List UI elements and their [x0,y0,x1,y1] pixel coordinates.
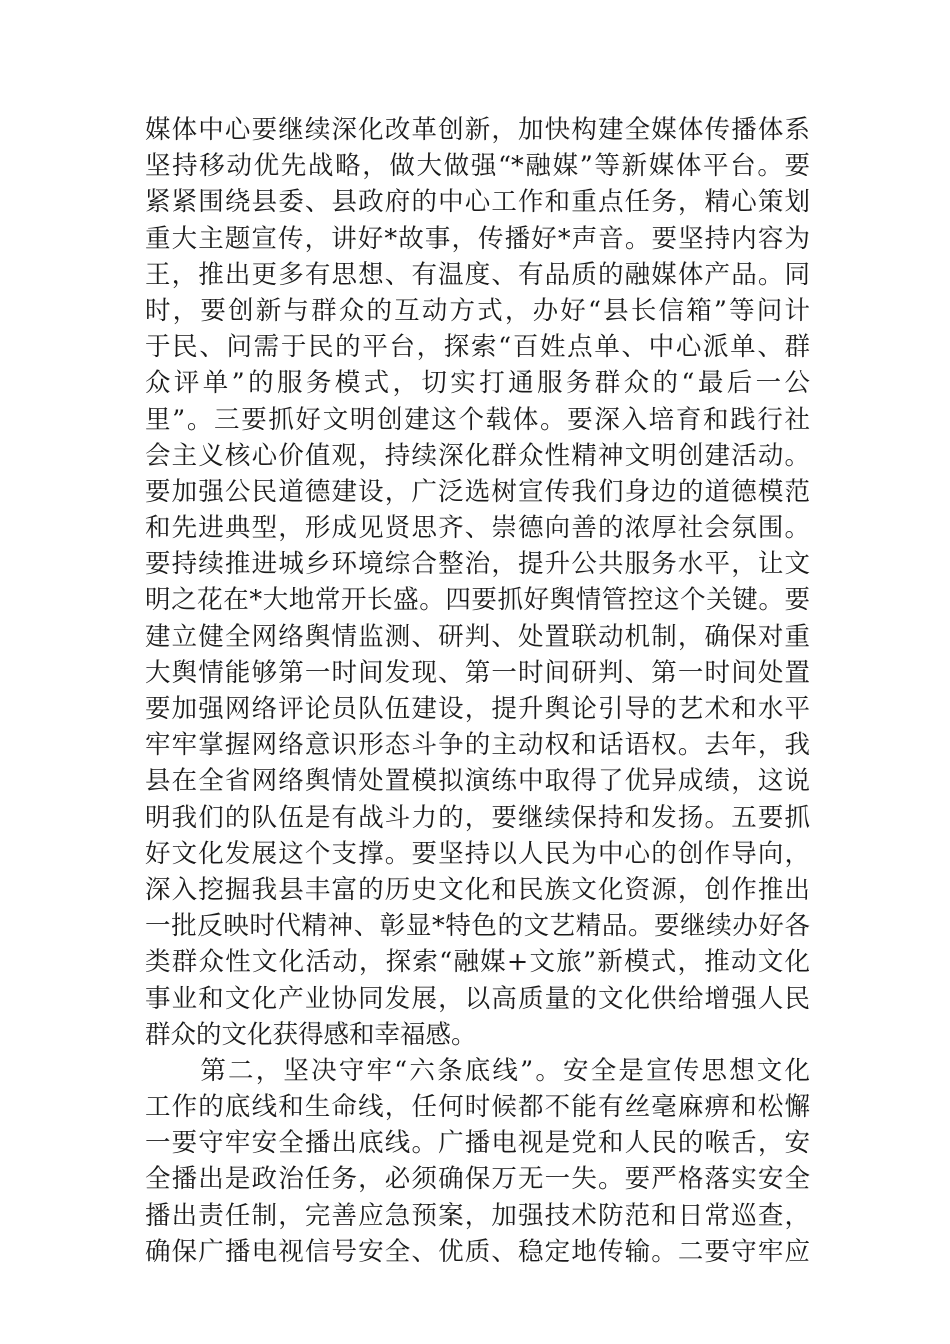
text-line: 媒体中心要继续深化改革创新，加快构建全媒体传播体系 [145,115,810,145]
text-line: 大舆情能够第一时间发现、第一时间研判、第一时间处置 [145,657,810,688]
text-line: 明我们的队伍是有战斗力的，要继续保持和发扬。五要抓 [145,802,810,833]
text-line: 明之花在*大地常开长盛。四要抓好舆情管控这个关键。要 [145,585,810,616]
text-line: 播出责任制，完善应急预案，加强技术防范和日常巡查， [145,1200,810,1231]
text-line: 坚持移动优先战略，做大做强“*融媒”等新媒体平台。要 [145,151,810,182]
text-line: 县在全省网络舆情处置模拟演练中取得了优异成绩，这说 [145,766,810,797]
text-line: 工作的底线和生命线，任何时候都不能有丝毫麻痹和松懈 [145,1092,810,1123]
paragraph-end-line: 群众的文化获得感和幸福感。 [145,1019,477,1050]
text-line: 全播出是政治任务，必须确保万无一失。要严格落实安全 [145,1164,810,1195]
text-line: 紧紧围绕县委、县政府的中心工作和重点任务，精心策划 [145,187,810,218]
text-line: 牢牢掌握网络意识形态斗争的主动权和话语权。去年，我 [145,730,810,761]
text-line: 重大主题宣传，讲好*故事，传播好*声音。要坚持内容为 [145,223,810,254]
text-line: 第二，坚决守牢“六条底线”。安全是宣传思想文化 [145,1055,810,1086]
text-line: 类群众性文化活动，探索“融媒+文旅”新模式，推动文化 [145,947,810,978]
text-line: 和先进典型，形成见贤思齐、崇德向善的浓厚社会氛围。 [145,513,810,544]
text-line: 确保广播电视信号安全、优质、稳定地传输。二要守牢应 [145,1236,810,1267]
text-line: 要加强公民道德建设，广泛选树宣传我们身边的道德模范 [145,476,810,507]
text-line: 里”。三要抓好文明创建这个载体。要深入培育和践行社 [145,404,810,435]
text-line: 会主义核心价值观，持续深化群众性精神文明创建活动。 [145,440,810,471]
body-text [145,112,810,1270]
text-line: 众评单”的服务模式，切实打通服务群众的“最后一公 [145,368,810,399]
text-line: 要加强网络评论员队伍建设，提升舆论引导的艺术和水平 [145,694,810,724]
text-line: 王，推出更多有思想、有温度、有品质的融媒体产品。同 [145,259,810,290]
text-line: 深入挖掘我县丰富的历史文化和民族文化资源，创作推出 [145,874,810,905]
text-line: 于民、问需于民的平台，探索“百姓点单、中心派单、群 [145,332,810,363]
text-line: 一要守牢安全播出底线。广播电视是党和人民的喉舌，安 [145,1128,810,1159]
text-line: 要持续推进城乡环境综合整治，提升公共服务水平，让文 [145,549,810,580]
text-line: 时，要创新与群众的互动方式，办好“县长信箱”等问计 [145,295,810,326]
text-line: 一批反映时代精神、彰显*特色的文艺精品。要继续办好各 [145,911,810,942]
text-line: 事业和文化产业协同发展，以高质量的文化供给增强人民 [145,983,810,1014]
text-line: 好文化发展这个支撑。要坚持以人民为中心的创作导向， [145,838,810,869]
text-line: 建立健全网络舆情监测、研判、处置联动机制，确保对重 [145,621,810,652]
